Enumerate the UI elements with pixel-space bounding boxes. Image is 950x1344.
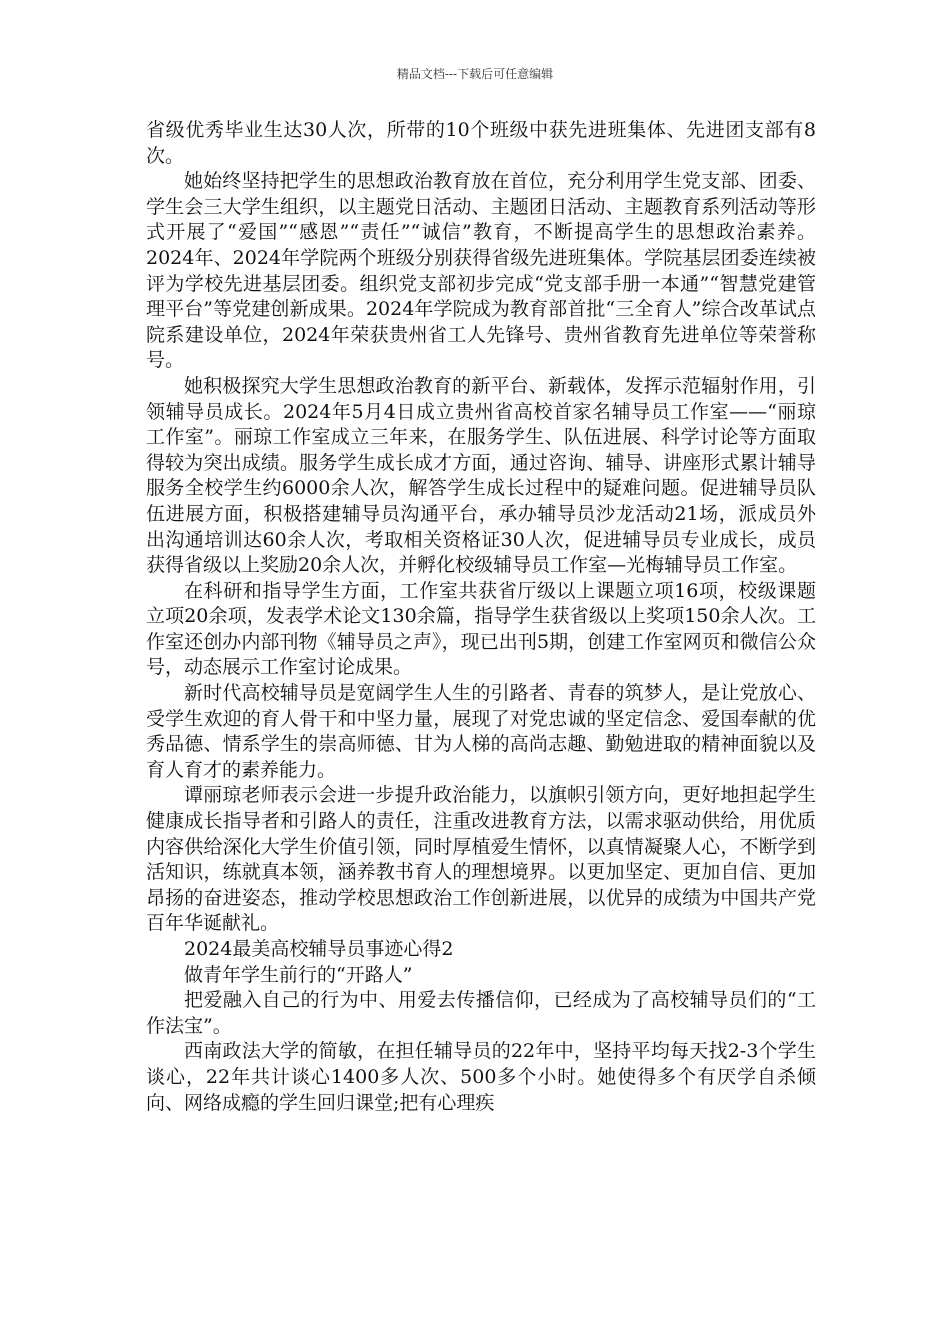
paragraph-5: 新时代高校辅导员是宽阔学生人生的引路者、青春的筑梦人，是让党放心、受学生欢迎的育人骨干和中坚力量，展现了对党忠诚的坚定信念、爱国奉献的优秀品德、情系学生的崇高师德、甘为人梯的高尚志趣、勤勉进取的精神面貌以及育人育才的素养能力。: [146, 682, 816, 781]
paragraph-7: 把爱融入自己的行为中、用爱去传播信仰，已经成为了高校辅导员们的“工作法宝”。: [146, 989, 816, 1037]
paragraph-6: 谭丽琼老师表示会进一步提升政治能力，以旗帜引领方向，更好地担起学生健康成长指导者和引路人的责任，注重改进教育方法，以需求驱动供给，用优质内容供给深化大学生价值引领，同时厚植爱生情怀，以真情凝聚人心，不断学到活知识，练就真本领，涵养教书育人的理想境界。以更加坚定、更加自信、更加昂扬的奋进姿态，推动学校思想政治工作创新进展，以优异的成绩为中国共产党百年华诞献礼。: [146, 784, 816, 935]
paragraph-2: 她始终坚持把学生的思想政治教育放在首位，充分利用学生党支部、团委、学生会三大学生组织，以主题党日活动、主题团日活动、主题教育系列活动等形式开展了“爱国”“感恩”“责任”“诚信”教育，不断提高学生的思想政治素养。2024年、2024年学院两个班级分别获得省级先进班集体。学院基层团委连续被评为学校先进基层团委。组织党支部初步完成“党支部手册一本通”“智慧党建管理平台”等党建创新成果。2024年学院成为教育部首批“三全育人”综合改革试点院系建设单位，2024年荣获贵州省工人先锋号、贵州省教育先进单位等荣誉称号。: [146, 170, 816, 372]
page-header: 精品文档---下载后可任意编辑: [396, 67, 554, 81]
document-body: [146, 118, 816, 1116]
section-subtitle: 做青年学生前行的“开路人”: [184, 963, 413, 986]
paragraph-8: 西南政法大学的简敏，在担任辅导员的22年中，坚持平均每天找2-3个学生谈心，22年共计谈心1400多人次、500多个小时。她使得多个有厌学自杀倾向、网络成瘾的学生回归课堂;把有心理疾: [146, 1040, 816, 1114]
paragraph-4: 在科研和指导学生方面，工作室共获省厅级以上课题立项16项，校级课题立项20余项，发表学术论文130余篇，指导学生获省级以上奖项150余人次。工作室还创办内部刊物《辅导员之声》，现已出刊5期，创建工作室网页和微信公众号，动态展示工作室讨论成果。: [146, 579, 816, 679]
paragraph-3: 她积极探究大学生思想政治教育的新平台、新载体，发挥示范辐射作用，引领辅导员成长。2024年5月4日成立贵州省高校首家名辅导员工作室——“丽琼工作室”。丽琼工作室成立三年来，在服务学生、队伍进展、科学讨论等方面取得较为突出成绩。服务学生成长成才方面，通过咨询、辅导、讲座形式累计辅导服务全校学生约6000余人次，解答学生成长过程中的疑难问题。促进辅导员队伍进展方面，积极搭建辅导员沟通平台，承办辅导员沙龙活动21场，派成员外出沟通培训达60余人次，考取相关资格证30人次，促进辅导员专业成长，成员获得省级以上奖励20余人次，并孵化校级辅导员工作室—光梅辅导员工作室。: [146, 374, 816, 577]
section-title: 2024最美高校辅导员事迹心得2: [184, 938, 454, 960]
paragraph-1: 省级优秀毕业生达30人次，所带的10个班级中获先进班集体、先进团支部有8次。: [146, 119, 816, 167]
